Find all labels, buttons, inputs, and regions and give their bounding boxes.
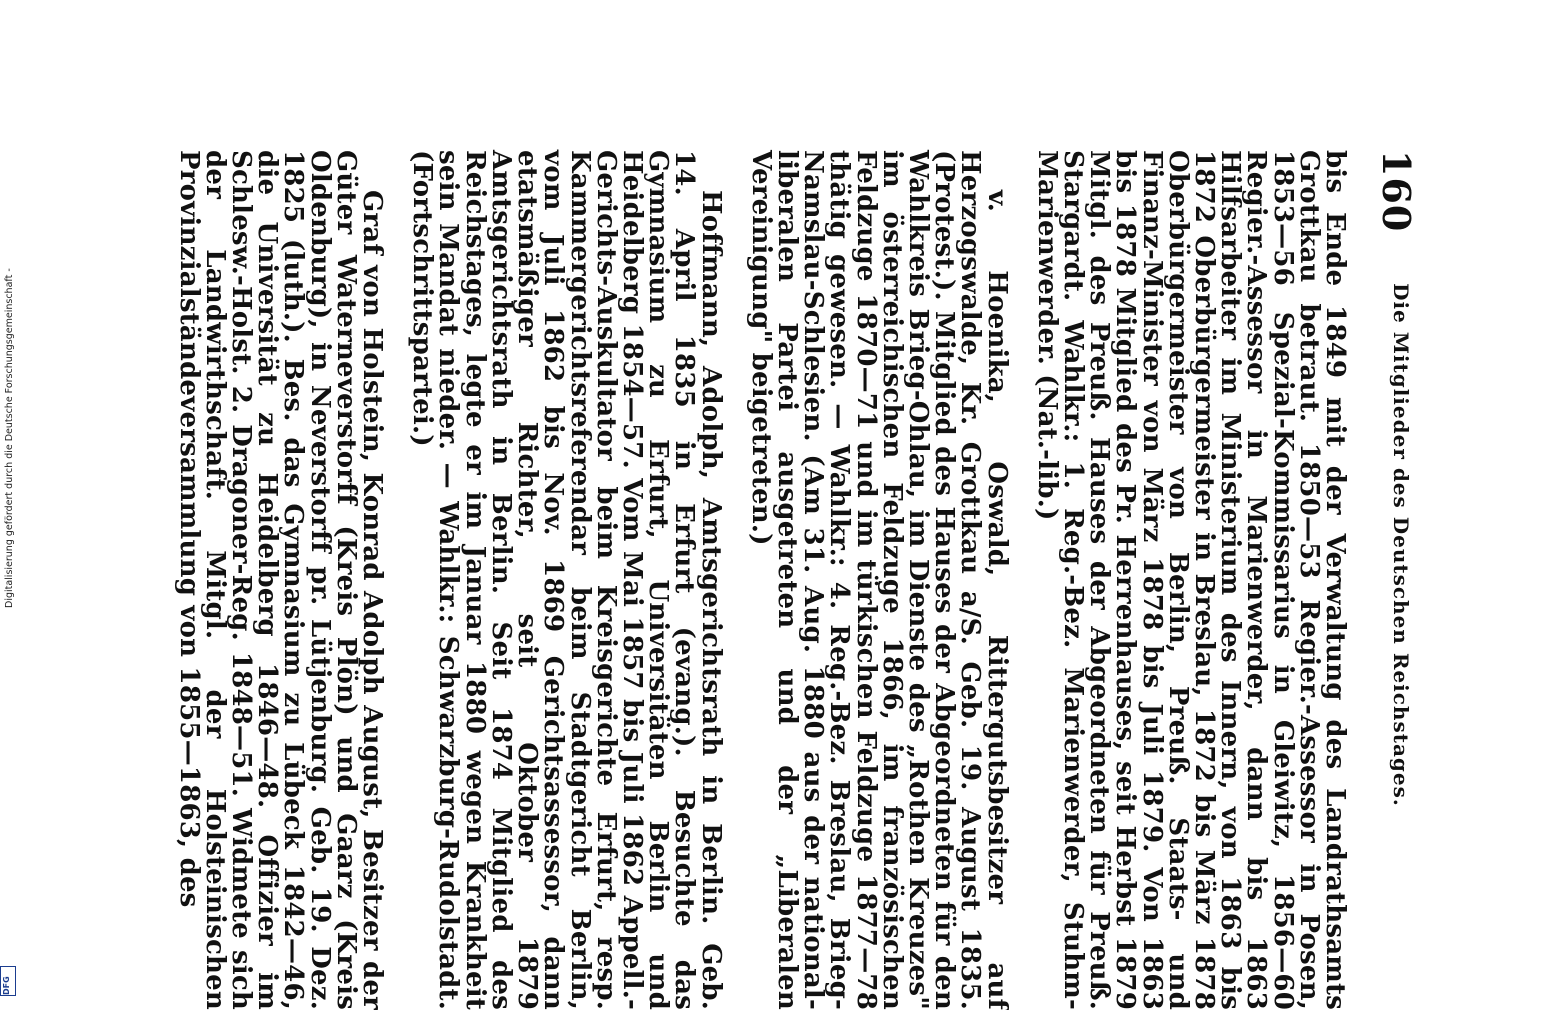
running-head: Die Mitglieder des Deutschen Reichstages.	[1389, 283, 1413, 807]
page-header	[1374, 150, 1419, 870]
entry-hoenika: v. Hoenika, Oswald, Rittergutsbesitzer auf Herzogswalde, Kr. Grottkau a/S. Geb. 19. August 1835. (Protest.). Mitglied des Hauses der Abgeordneten für den Wahlkreis Brieg-Ohlau, im Dienste des „Rothen Kreuzes" im österreichischen Feldzuge 1866, im französischen Feldzuge 1870—71 und im türkischen Feldzuge 1877—78 thätig gewesen. — Wahlkr.: 4. Reg.-Bez. Breslau, Brieg-Namslau-Schlesien. (Am 31. Aug. 1880 aus der national-liberalen Partei ausgetreten und der „Liberalen Vereinigung" beigetreten.)	[745, 150, 1012, 1010]
entry-hoffmann: Hoffmann, Adolph, Amtsgerichtsrath in Berlin. Geb. 14. April 1835 in Erfurt (evang.). Besuchte das Gymnasium zu Erfurt, Universitäten Berlin und Heidelberg 1854—57. Vom Mai 1857 bis Juli 1862 Appell.-Gerichts-Auskultator beim Kreisgerichte Erfurt, resp. Kammergerichtsreferendar beim Stadtgericht Berlin, vom Juli 1862 bis Nov. 1869 Gerichtsassessor, dann etatsmäßiger Richter, seit Oktober 1879 Amtsgerichtsrath in Berlin. Seit 1874 Mitglied des Reichstages, legte er im Januar 1880 wegen Krankheit sein Mandat nieder. — Wahlkr.: Schwarzburg-Rudolstadt. (Fortschrittspartei.)	[407, 150, 726, 1010]
page-number: 160	[1374, 150, 1419, 233]
body-text	[175, 150, 1348, 1010]
entry-continuation-paragraph: bis Ende 1849 mit der Verwaltung des Landrathsamts Grottkau betraut. 1850—53 Regier.-Assessor in Posen, 1853—56 Spezial-Kommissarius in Gleiwitz, 1856—60 Regier.-Assessor in Marienwerder, dann bis 1863 Hilfsarbeiter im Ministerium des Innern, von 1863 bis 1872 Oberbürgermeister in Breslau, 1872 bis März 1878 Oberbürgermeister von Berlin, Preuß. Staats- und Finanz-Minister von März 1878 bis Juli 1879. Von 1863 bis 1878 Mitglied des Pr. Herrenhauses, seit Herbst 1879 Mitgl. des Preuß. Hauses der Abgeordneten für Preuß. Stargardt. Wahlkr.: 1. Reg.-Bez. Marienwerder, Stuhm-Marienwerder. (Nat.-lib.)	[1031, 150, 1350, 1010]
dfg-logo-text: DFG	[2, 976, 11, 995]
dfg-logo	[0, 966, 16, 996]
entry-holstein: Graf von Holstein, Konrad Adolph August, Besitzer der Güter Waterneverstorff (Kreis Plön) und Gaarz (Kreis Oldenburg), in Neverstorff pr. Lütjenburg. Geb. 19. Dez. 1825 (luth.). Bes. das Gymnasium zu Lübeck 1842—46, die Universität zu Heidelberg 1846—48. Offizier im Schlesw.-Holst. 2. Dragoner-Reg. 1848—51. Widmete sich der Landwirthschaft. Mitgl. der Holsteinischen Provinzialständeversammlung von 1855—1863, des	[173, 150, 388, 1010]
digitization-credit: Digitalisierung gefördert durch die Deutsche Forschungsgemeinschaft -	[4, 268, 15, 608]
